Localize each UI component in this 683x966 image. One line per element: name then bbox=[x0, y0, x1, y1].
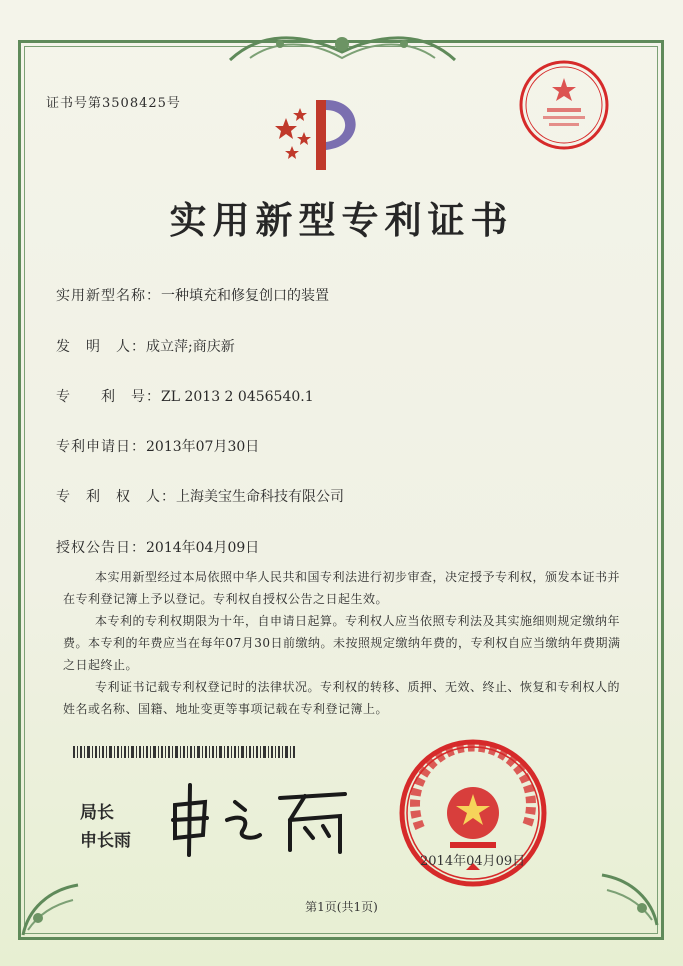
field-patent-number bbox=[56, 386, 314, 406]
field-application-date bbox=[56, 436, 259, 456]
field-value: ZL 2013 2 0456540.1 bbox=[161, 389, 314, 405]
patent-office-logo bbox=[268, 90, 378, 180]
certificate-title: 实用新型专利证书 bbox=[169, 198, 514, 242]
director-signature bbox=[165, 780, 355, 860]
field-value: 一种填充和修复创口的装置 bbox=[161, 288, 329, 304]
field-label: 发 明 人： bbox=[56, 339, 146, 355]
certificate-body bbox=[63, 566, 623, 720]
paragraph-legal-status: 专利证书记载专利权登记时的法律状况。专利权的转移、质押、无效、终止、恢复和专利权人的姓名或名称、国籍、地址变更等事项记载在专利登记簿上。 bbox=[63, 680, 621, 716]
corner-ornament-bottom-right bbox=[592, 860, 662, 930]
barcode bbox=[73, 746, 295, 758]
field-value: 上海美宝生命科技有限公司 bbox=[176, 489, 344, 505]
seal-date: 2014年04月09日 bbox=[420, 854, 526, 869]
director-title: 局长 bbox=[80, 803, 114, 823]
top-ornament bbox=[220, 22, 465, 68]
field-value: 2013年07月30日 bbox=[146, 439, 260, 455]
page-number: 第1页(共1页) bbox=[305, 900, 378, 914]
field-label: 专利申请日： bbox=[56, 439, 146, 455]
field-inventors bbox=[56, 336, 235, 356]
paragraph-grant: 本实用新型经过本局依照中华人民共和国专利法进行初步审查，决定授予专利权，颁发本证书并在专利登记簿上予以登记。专利权自授权公告之日起生效。 bbox=[63, 570, 621, 606]
director-name: 申长雨 bbox=[80, 831, 131, 851]
certificate-number: 证书号第3508425号 bbox=[46, 96, 181, 111]
field-grant-date bbox=[56, 537, 259, 557]
field-label: 专 利 权 人： bbox=[56, 489, 176, 505]
field-utility-model-name bbox=[56, 285, 329, 305]
field-value: 2014年04月09日 bbox=[146, 540, 260, 556]
printing-seal-stamp bbox=[517, 58, 611, 152]
field-label: 授权公告日： bbox=[56, 540, 146, 556]
field-value: 成立萍;商庆新 bbox=[146, 339, 235, 355]
field-label: 实用新型名称： bbox=[56, 288, 161, 304]
field-patentee bbox=[56, 486, 344, 506]
field-label: 专 利 号： bbox=[56, 389, 161, 405]
paragraph-term: 本专利的专利权期限为十年，自申请日起算。专利权人应当依照专利法及其实施细则规定缴纳年费。本专利的年费应当在每年07月30日前缴纳。未按照规定缴纳年费的，专利权自应当缴纳年费期满之日起终止。 bbox=[63, 614, 621, 672]
